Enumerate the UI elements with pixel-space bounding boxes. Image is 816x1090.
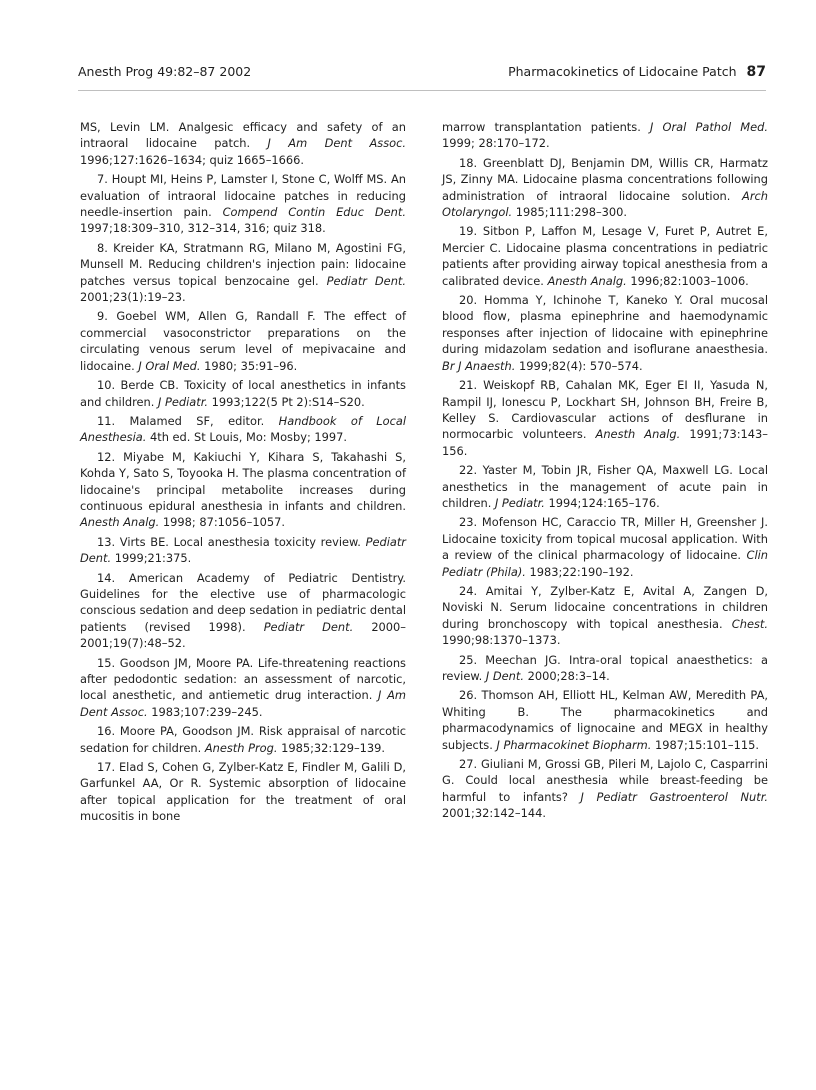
reference-item: 13. Virts BE. Local anesthesia toxicity review. Pediatr Dent. 1999;21:375. [80, 534, 406, 566]
article-short-title: Pharmacokinetics of Lidocaine Patch [508, 64, 737, 79]
reference-item: 25. Meechan JG. Intra-oral topical anaesthetics: a review. J Dent. 2000;28:3–14. [442, 652, 768, 683]
reference-item: 15. Goodson JM, Moore PA. Life-threatening reactions after pedodontic sedation: an assessment of narcotic, local anesthetic, and antiemetic drug interaction. J Am Dent Assoc. 1983;107:239–245. [80, 655, 406, 719]
reference-item: 11. Malamed SF, editor. Handbook of Local Anesthesia. 4th ed. St Louis, Mo: Mosby; 1997. [80, 413, 406, 445]
reference-item: 24. Amitai Y, Zylber-Katz E, Avital A, Zangen D, Noviski N. Serum lidocaine concentrations in children during bronchoscopy with topical anesthesia. Chest. 1990;98:1370–1373. [442, 583, 768, 648]
reference-item: 16. Moore PA, Goodson JM. Risk appraisal of narcotic sedation for children. Anesth Prog. 1985;32:129–139. [80, 724, 406, 755]
header-rule [78, 90, 766, 91]
reference-item: 7. Houpt MI, Heins P, Lamster I, Stone C, Wolff MS. An evaluation of intraoral lidocaine patches in reducing needle-insertion pain. Compend Contin Educ Dent. 1997;18:309–310, 312–314, 316; quiz 318. [80, 172, 406, 236]
reference-item: 19. Sitbon P, Laffon M, Lesage V, Furet P, Autret E, Mercier C. Lidocaine plasma concentrations in pediatric patients after providing airway topical anesthesia from a calibrated device. Anesth Analg. 1996;82:1003–1006. [442, 224, 768, 288]
reference-item: MS, Levin LM. Analgesic efficacy and safety of an intraoral lidocaine patch. J Am Dent Assoc. 1996;127:1626–1634; quiz 1665–1666. [80, 120, 406, 167]
references-left-column [80, 119, 406, 828]
journal-citation: Anesth Prog 49:82–87 2002 [78, 64, 252, 79]
reference-item: 8. Kreider KA, Stratmann RG, Milano M, Agostini FG, Munsell M. Reducing children's injection pain: lidocaine patches versus topical benzocaine gel. Pediatr Dent. 2001;23(1):19–23. [80, 240, 406, 305]
header-right [508, 64, 766, 80]
references-right-column [442, 119, 768, 825]
reference-item: 14. American Academy of Pediatric Dentistry. Guidelines for the elective use of pharmacologic conscious sedation and deep sedation in pediatric dental patients (revised 1998). Pediatr Dent. 2000–2001;19(7):48–52. [80, 570, 406, 651]
reference-item: 27. Giuliani M, Grossi GB, Pileri M, Lajolo C, Casparrini G. Could local anesthesia while breast-feeding be harmful to infants? J Pediatr Gastroenterol Nutr. 2001;32:142–144. [442, 757, 769, 821]
page-number: 87 [746, 64, 766, 80]
running-header [78, 64, 766, 88]
reference-item: 20. Homma Y, Ichinohe T, Kaneko Y. Oral mucosal blood flow, plasma epinephrine and haemodynamic responses after injection of lidocaine with epinephrine during midazolam sedation and isoflurane anaesthesia. Br J Anaesth. 1999;82(4): 570–574. [442, 293, 768, 373]
reference-item: 9. Goebel WM, Allen G, Randall F. The effect of commercial vasoconstrictor preparations on the circulating venous serum level of mepivacaine and lidocaine. J Oral Med. 1980; 35:91–96. [80, 309, 406, 373]
reference-item: 12. Miyabe M, Kakiuchi Y, Kihara S, Takahashi S, Kohda Y, Sato S, Toyooka H. The plasma concentration of lidocaine's principal metabolite increases during continuous epidural anesthesia in infants and children. Anesth Analg. 1998; 87:1056–1057. [80, 449, 406, 530]
reference-item: 23. Mofenson HC, Caraccio TR, Miller H, Greensher J. Lidocaine toxicity from topical mucosal application. With a review of the clinical pharmacology of lidocaine. Clin Pediatr (Phila). 1983;22:190–192. [442, 515, 768, 579]
reference-item: 26. Thomson AH, Elliott HL, Kelman AW, Meredith PA, Whiting B. The pharmacokinetics and pharmacodynamics of lignocaine and MEGX in healthy subjects. J Pharmacokinet Biopharm. 1987;15:101–115. [442, 688, 768, 752]
reference-item: 22. Yaster M, Tobin JR, Fisher QA, Maxwell LG. Local anesthetics in the management of acute pain in children. J Pediatr. 1994;124:165–176. [442, 463, 768, 510]
reference-item: 10. Berde CB. Toxicity of local anesthetics in infants and children. J Pediatr. 1993;122(5 Pt 2):S14–S20. [80, 378, 406, 409]
reference-item: 17. Elad S, Cohen G, Zylber-Katz E, Findler M, Galili D, Garfunkel AA, Or R. Systemic absorption of lidocaine after topical application for the treatment of oral mucositis in bone [80, 760, 406, 824]
reference-item: marrow transplantation patients. J Oral Pathol Med. 1999; 28:170–172. [442, 120, 768, 151]
reference-item: 18. Greenblatt DJ, Benjamin DM, Willis CR, Harmatz JS, Zinny MA. Lidocaine plasma concentrations following administration of intraoral lidocaine solution. Arch Otolaryngol. 1985;111:298–300. [442, 155, 768, 220]
reference-item: 21. Weiskopf RB, Cahalan MK, Eger EI II, Yasuda N, Rampil IJ, Ionescu P, Lockhart SH, Johnson BH, Freire B, Kelley S. Cardiovascular actions of desflurane in normocarbic volunteers. Anesth Analg. 1991;73:143–156. [442, 378, 768, 458]
